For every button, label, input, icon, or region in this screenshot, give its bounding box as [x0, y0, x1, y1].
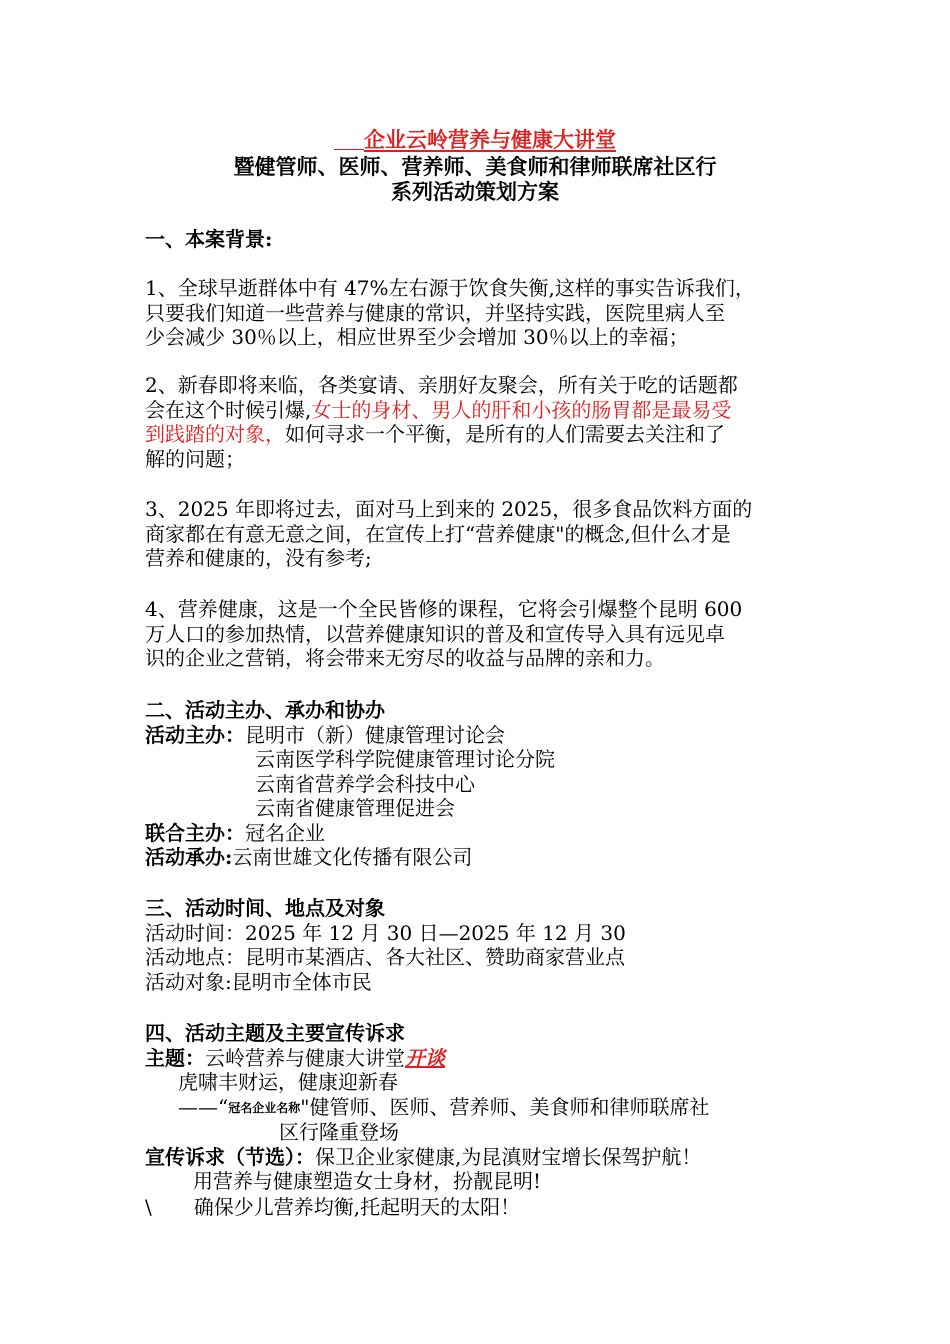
theme-open-text: 开谈: [405, 1045, 445, 1070]
section2-heading: 二、活动主办、承办和协办: [145, 698, 385, 722]
highlight-text: 女士的身材、男人的肝和小孩的肠胃都是最易受: [311, 397, 732, 422]
title-underline-lead: [334, 131, 364, 150]
section4: 四、活动主题及主要宣传诉求 主题：云岭营养与健康大讲堂开谈 虎啸丰财运，健康迎新春 ——“冠名企业名称"健管师、医师、营养师、美食师和律师联席社 区行隆重登场 宣传诉求（节选）：保卫企业家健康,为昆滇财宝增长保驾护航！ 用营养与健康塑造女士身材，扮靓昆明!: [145, 1021, 810, 1194]
section2: 二、活动主办、承办和协办 活动主办：昆明市（新）健康管理讨论会 云南医学科学院健康管理讨论分院 云南省营养学会科技中心 云南省健康管理促进会 联合主办：冠名企业 活动承办:云南世雄文化传播有限公司: [145, 698, 810, 870]
doc-title-line1: 企业云岭营养与健康大讲堂: [0, 124, 950, 154]
doc-title-line2: 暨健管师、医师、营养师、美食师和律师联席社区行: [233, 154, 717, 179]
section1-paragraph3: 3、2025 年即将过去，面对马上到来的 2025，很多食品饮料方面的 商家都在有意无意之间，在宣传上打“营养健康"的概念,但什么才是 营养和健康的，没有参考;: [145, 497, 753, 570]
section3-heading: 三、活动时间、地点及对象: [145, 896, 385, 920]
section1-paragraph4: 4、营养健康，这是一个全民皆修的课程，它将会引爆整个昆明 600 万人口的参加热情，以营养健康知识的普及和宣传导入具有远见卓 识的企业之营销，将会带来无穷尽的收益与品牌的亲和力。: [145, 597, 743, 670]
section1-paragraph2: 2、新春即将来临，各类宴请、亲朋好友聚会，所有关于吃的话题都 会在这个时候引爆,女士的身材、男人的肝和小孩的肠胃都是最易受 到践踏的对象，如何寻求一个平衡，是所有的人们需要去关注和了 解的问题；: [145, 373, 738, 471]
appeal-line3: \ 确保少儿营养均衡,托起明天的太阳！: [145, 1195, 521, 1219]
sponsor-name-placeholder: 冠名企业名称: [228, 1100, 301, 1115]
section4-heading: 四、活动主题及主要宣传诉求: [145, 1021, 405, 1045]
stray-backslash: \: [145, 1195, 152, 1219]
doc-title-line3: 系列活动策划方案: [391, 179, 559, 204]
section1-paragraph1: 1、全球早逝群体中有 47%左右源于饮食失衡,这样的事实告诉我们， 只要我们知道一些营养与健康的常识，并坚持实践，医院里病人至 少会减少 30％以上，相应世界至少会增加 30％以上的幸福；: [145, 276, 755, 349]
highlight-text: 到践踏的对象，: [145, 422, 285, 446]
section3: 三、活动时间、地点及对象 活动时间：2025 年 12 月 30 日—2025 年 12 月 30 活动地点：昆明市某酒店、各大社区、赞助商家营业点 活动对象:昆明市全体市民: [145, 896, 810, 994]
section1-heading: 一、本案背景:: [145, 227, 273, 251]
